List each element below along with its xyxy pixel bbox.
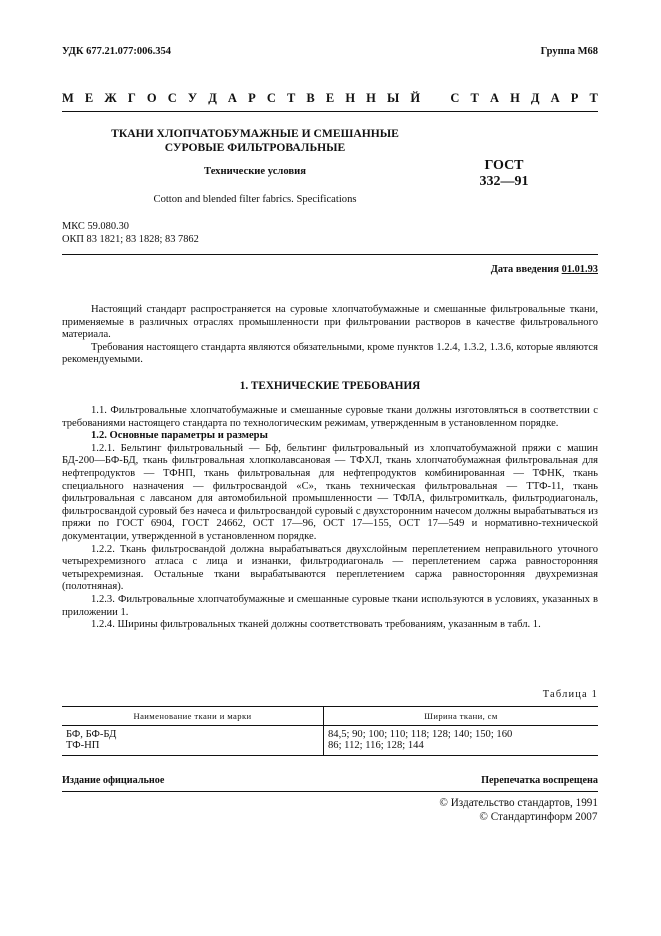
copyright-block xyxy=(439,796,598,824)
interstate-letter: Т xyxy=(286,91,296,105)
document-subtitle: Технические условия xyxy=(204,166,306,177)
interstate-letter: С xyxy=(266,91,276,105)
gost-designation xyxy=(458,158,550,190)
title-line-2: СУРОВЫЕ ФИЛЬТРОВАЛЬНЫЕ xyxy=(164,140,346,154)
copyright-publisher: © Издательство стандартов, 1991 xyxy=(439,797,598,809)
table-header-row xyxy=(62,707,598,726)
reprint-prohibited: Перепечатка воспрещена xyxy=(481,775,598,786)
interstate-letter: У xyxy=(187,91,198,105)
official-edition: Издание официальное xyxy=(62,775,165,786)
table-row xyxy=(62,740,598,756)
standard-letter: Н xyxy=(510,91,520,105)
standard-letter: А xyxy=(489,91,499,105)
interstate-letter: Й xyxy=(410,91,421,105)
clause-1-2-heading: 1.2. Основные параметры и размеры xyxy=(91,430,268,442)
interstate-letter: Н xyxy=(366,91,376,105)
group-code: Группа М68 xyxy=(540,46,598,57)
interstate-letter: Ы xyxy=(387,91,400,105)
footer-divider xyxy=(62,791,598,792)
clause-1-2-1: 1.2.1. Бельтинг фильтровальный — Бф, бельтинг фильтровальный из хлопчатобумажной пряжи с машин БД-200—БФ-БД, ткань фильтровальная хлопколавсановая — ТФХЛ, ткань хлопчатобумажная фильтровальная для нефтепродуктов — ТФНП, ткань фильтровальная для нефтепродуктов комбинированная — ТФНК, ткань специального назначения — фильтросвандой «С», ткань техническая фильтровальная — ТТФ-11, ткань фильтровальная с лавсаном для автомобильной промышленности — ТФЛА, фильтромиткаль, фильтродиагональ, фильтросвандой суровый без начеса и фильтросвандой суровый с двухсторонним начесом должны вырабатываться из пряжи по ГОСТ 6904, ГОСТ 24662, ОСТ 17—96, ОСТ 17—155, ОСТ 17—549 и нормативно-технической документации, утвержденной в установленном порядке. xyxy=(62,442,598,542)
document-title xyxy=(62,127,448,154)
interstate-letter: Г xyxy=(127,91,136,105)
interstate-letter: С xyxy=(167,91,177,105)
introduction-date-label: Дата введения xyxy=(490,264,560,275)
title-divider xyxy=(62,254,598,255)
interstate-letter: Е xyxy=(84,91,94,105)
okp-code: ОКП 83 1821; 83 1828; 83 7862 xyxy=(62,234,199,245)
table-cell-widths: 84,5; 90; 100; 110; 118; 128; 140; 150; 160 xyxy=(324,726,599,741)
interstate-letter: Р xyxy=(248,91,256,105)
udk-code: УДК 677.21.077:006.354 xyxy=(62,46,171,57)
intro-paragraph-2: Требования настоящего стандарта являются обязательными, кроме пунктов 1.2.4, 1.3.2, 1.3.6, которые являются рекомендуемыми. xyxy=(62,341,598,366)
interstate-standard-banner xyxy=(62,91,598,106)
word-gap xyxy=(431,91,439,106)
standard-letter: Р xyxy=(570,91,579,105)
table-row xyxy=(62,726,598,741)
classification-codes xyxy=(62,220,199,246)
standard-letter: Д xyxy=(530,91,540,105)
clause-1-2-3: 1.2.3. Фильтровальные хлопчатобумажные и смешанные суровые ткани используются в условиях, указанных в приложении 1. xyxy=(62,593,598,618)
header-divider xyxy=(62,111,598,112)
english-title: Cotton and blended filter fabrics. Specifications xyxy=(153,194,357,205)
interstate-letter: О xyxy=(146,91,157,105)
mks-code: МКС 59.080.30 xyxy=(62,221,130,232)
introduction-date-value: 01.01.93 xyxy=(561,264,598,275)
table-cell-fabric: ТФ-НП xyxy=(62,740,324,756)
standard-letter: Т xyxy=(589,91,598,105)
table-1-caption: Таблица 1 xyxy=(542,689,598,700)
section-1-heading: 1. ТЕХНИЧЕСКИЕ ТРЕБОВАНИЯ xyxy=(239,380,421,392)
interstate-letter: А xyxy=(227,91,237,105)
gost-label: ГОСТ xyxy=(484,158,524,173)
clause-1-2-4: 1.2.4. Ширины фильтровальных тканей должны соответствовать требованиям, указанным в табл. 1. xyxy=(91,619,541,631)
standard-letter: С xyxy=(450,91,460,105)
gost-number: 332—91 xyxy=(479,174,529,189)
introduction-date xyxy=(491,264,598,275)
interstate-letter: В xyxy=(306,91,315,105)
interstate-letter: Д xyxy=(208,91,217,105)
intro-paragraph-1: Настоящий стандарт распространяется на суровые хлопчатобумажные и смешанные фильтровальные ткани, применяемые в различных отраслях промышленности при фильтровании растворов в качестве фильтровального материала. xyxy=(62,304,598,341)
table-cell-fabric: БФ, БФ-БД xyxy=(66,729,117,740)
interstate-letter: Е xyxy=(325,91,335,105)
title-line-1: ТКАНИ ХЛОПЧАТОБУМАЖНЫЕ И СМЕШАННЫЕ xyxy=(111,127,399,140)
intro-text xyxy=(62,304,598,367)
copyright-standartinform: © Стандартинформ 2007 xyxy=(479,811,598,823)
interstate-letter: М xyxy=(62,91,74,105)
standard-letter: Т xyxy=(470,91,479,105)
interstate-letter: Ж xyxy=(104,91,117,105)
standard-letter: А xyxy=(550,91,560,105)
clause-1-1: 1.1. Фильтровальные хлопчатобумажные и смешанные суровые ткани должны изготовляться в соответствии с требованиями настоящего стандарта по технологическим режимам, утвержденным в установленном порядке. xyxy=(62,405,598,429)
table-header-name: Наименование ткани и марки xyxy=(62,707,324,726)
table-header-width: Ширина ткани, см xyxy=(324,707,599,726)
table-cell-widths: 86; 112; 116; 128; 144 xyxy=(324,740,599,756)
interstate-letter: Н xyxy=(345,91,356,105)
clause-1-2-2: 1.2.2. Ткань фильтросвандой должна вырабатываться двухслойным переплетением неправильного уточного четырехремизного атласа с лица и изнанки, фильтродиагональ — переплетением саржа равносторонняя четырехремизная. Остальные ткани вырабатываются переплетением саржа равносторонняя двухремизная (полотняная). xyxy=(62,543,598,593)
table-1 xyxy=(62,706,598,756)
section-1-body xyxy=(62,405,598,632)
